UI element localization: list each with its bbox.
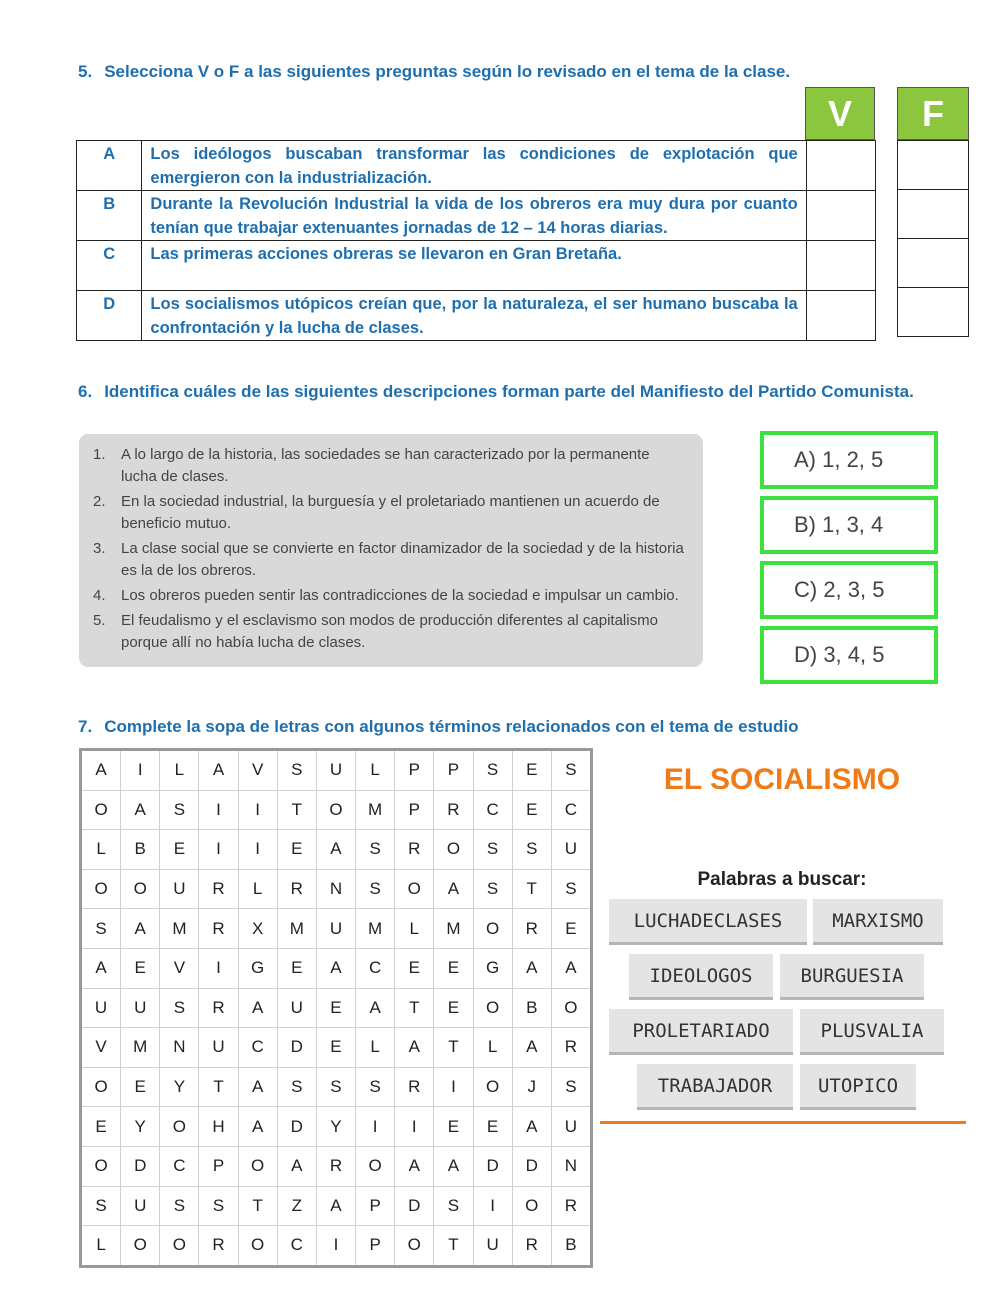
true-answer-box[interactable] xyxy=(806,191,875,241)
grid-cell[interactable]: U xyxy=(121,1186,160,1226)
grid-cell[interactable]: C xyxy=(473,790,512,830)
grid-cell[interactable]: R xyxy=(551,1186,591,1226)
divider-line xyxy=(600,1121,966,1124)
grid-cell[interactable]: C xyxy=(551,790,591,830)
grid-cell[interactable]: L xyxy=(356,750,395,791)
grid-cell[interactable]: P xyxy=(434,750,473,791)
grid-cell[interactable]: V xyxy=(81,1028,121,1068)
grid-cell[interactable]: E xyxy=(160,830,199,870)
grid-cell[interactable]: E xyxy=(277,948,316,988)
grid-cell[interactable]: L xyxy=(81,1226,121,1267)
word-chip[interactable]: BURGUESIA xyxy=(780,954,924,1000)
grid-cell[interactable]: U xyxy=(160,869,199,909)
option-a-button[interactable]: A) 1, 2, 5 xyxy=(760,431,938,489)
grid-cell[interactable]: I xyxy=(199,830,238,870)
grid-cell[interactable]: Z xyxy=(277,1186,316,1226)
grid-cell[interactable]: S xyxy=(81,909,121,949)
grid-cell[interactable]: R xyxy=(512,1226,551,1267)
grid-cell[interactable]: I xyxy=(238,790,277,830)
grid-cell[interactable]: M xyxy=(434,909,473,949)
grid-cell[interactable]: U xyxy=(121,988,160,1028)
grid-cell[interactable]: A xyxy=(512,1028,551,1068)
grid-cell[interactable]: E xyxy=(434,1107,473,1147)
grid-cell[interactable]: M xyxy=(277,909,316,949)
word-chip[interactable]: UTOPICO xyxy=(800,1064,916,1110)
grid-cell[interactable]: I xyxy=(395,1107,434,1147)
grid-cell[interactable]: R xyxy=(316,1146,355,1186)
grid-cell[interactable]: N xyxy=(551,1146,591,1186)
grid-cell[interactable]: D xyxy=(121,1146,160,1186)
grid-cell[interactable]: U xyxy=(316,750,355,791)
grid-cell[interactable]: T xyxy=(512,869,551,909)
grid-cell[interactable]: B xyxy=(551,1226,591,1267)
grid-cell[interactable]: A xyxy=(238,988,277,1028)
grid-cell[interactable]: S xyxy=(356,1067,395,1107)
grid-cell[interactable]: O xyxy=(81,869,121,909)
grid-cell[interactable]: T xyxy=(395,988,434,1028)
words-label: Palabras a buscar: xyxy=(697,869,867,890)
grid-cell[interactable]: T xyxy=(434,1226,473,1267)
item-text: La clase social que se convierte en factor dinamizador de la sociedad y de la historia es la de los obreros. xyxy=(121,540,684,579)
grid-cell[interactable]: C xyxy=(238,1028,277,1068)
list-item xyxy=(93,610,689,654)
true-answer-box[interactable] xyxy=(806,291,875,341)
grid-cell[interactable]: E xyxy=(121,1067,160,1107)
list-item xyxy=(93,585,689,607)
grid-cell[interactable]: T xyxy=(199,1067,238,1107)
grid-cell[interactable]: O xyxy=(238,1226,277,1267)
grid-cell[interactable]: O xyxy=(473,1067,512,1107)
grid-cell[interactable]: X xyxy=(238,909,277,949)
question-7-title xyxy=(78,717,799,737)
grid-cell[interactable]: A xyxy=(512,948,551,988)
grid-cell[interactable]: O xyxy=(473,988,512,1028)
grid-cell[interactable]: M xyxy=(356,909,395,949)
grid-cell[interactable]: O xyxy=(551,988,591,1028)
grid-row xyxy=(81,869,592,909)
grid-cell[interactable]: O xyxy=(81,1146,121,1186)
grid-cell[interactable]: D xyxy=(512,1146,551,1186)
grid-cell[interactable]: E xyxy=(277,830,316,870)
grid-cell[interactable]: O xyxy=(434,830,473,870)
grid-cell[interactable]: I xyxy=(199,790,238,830)
false-answer-box[interactable] xyxy=(898,239,969,288)
grid-cell[interactable]: E xyxy=(316,1028,355,1068)
grid-cell[interactable]: E xyxy=(121,948,160,988)
grid-cell[interactable]: U xyxy=(277,988,316,1028)
statements-list xyxy=(93,444,689,654)
grid-cell[interactable]: S xyxy=(81,1186,121,1226)
grid-cell[interactable]: S xyxy=(434,1186,473,1226)
item-number: 1. xyxy=(93,446,106,463)
grid-cell[interactable]: A xyxy=(434,1146,473,1186)
false-answer-box[interactable] xyxy=(898,141,969,190)
grid-cell[interactable]: A xyxy=(316,1186,355,1226)
grid-cell[interactable]: N xyxy=(160,1028,199,1068)
grid-cell[interactable]: U xyxy=(551,830,591,870)
grid-cell[interactable]: O xyxy=(81,1067,121,1107)
grid-cell[interactable]: P xyxy=(356,1186,395,1226)
grid-cell[interactable]: R xyxy=(395,830,434,870)
grid-row xyxy=(81,1186,592,1226)
grid-cell[interactable]: L xyxy=(473,1028,512,1068)
grid-cell[interactable]: S xyxy=(551,1067,591,1107)
item-number: 3. xyxy=(93,540,106,557)
question-text: Identifica cuáles de las siguientes descripciones forman parte del Manifiesto del Partido Comunista. xyxy=(104,382,914,401)
grid-cell[interactable]: L xyxy=(238,869,277,909)
option-d-button[interactable]: D) 3, 4, 5 xyxy=(760,626,938,684)
grid-cell[interactable]: R xyxy=(512,909,551,949)
grid-cell[interactable]: C xyxy=(160,1146,199,1186)
grid-cell[interactable]: V xyxy=(160,948,199,988)
grid-cell[interactable]: E xyxy=(81,1107,121,1147)
statement-text: Durante la Revolución Industrial la vida de los obreros era muy dura por cuanto tenían que trabajar extenuantes jornadas de 12 – 14 horas diarias. xyxy=(142,191,806,241)
true-answer-box[interactable] xyxy=(806,241,875,291)
grid-cell[interactable]: A xyxy=(512,1107,551,1147)
grid-cell[interactable]: R xyxy=(199,909,238,949)
grid-cell[interactable]: D xyxy=(395,1186,434,1226)
grid-cell[interactable]: T xyxy=(434,1028,473,1068)
grid-cell[interactable]: B xyxy=(512,988,551,1028)
grid-cell[interactable]: U xyxy=(551,1107,591,1147)
true-column-header: V xyxy=(805,87,875,140)
grid-cell[interactable]: O xyxy=(356,1146,395,1186)
grid-cell[interactable]: M xyxy=(121,1028,160,1068)
true-answer-box[interactable] xyxy=(806,141,875,191)
grid-cell[interactable]: D xyxy=(277,1028,316,1068)
grid-cell[interactable]: A xyxy=(356,988,395,1028)
grid-cell[interactable]: S xyxy=(512,830,551,870)
list-item xyxy=(93,538,689,582)
grid-cell[interactable]: A xyxy=(395,1028,434,1068)
grid-row xyxy=(81,909,592,949)
grid-cell[interactable]: D xyxy=(473,1146,512,1186)
grid-cell[interactable]: A xyxy=(434,869,473,909)
question-number: 6. xyxy=(78,382,93,401)
grid-cell[interactable]: O xyxy=(316,790,355,830)
grid-cell[interactable]: G xyxy=(238,948,277,988)
grid-cell[interactable]: A xyxy=(81,750,121,791)
word-chip[interactable]: LUCHADECLASES xyxy=(609,899,807,945)
true-false-table xyxy=(76,140,876,341)
grid-cell[interactable]: U xyxy=(81,988,121,1028)
grid-cell[interactable]: I xyxy=(238,830,277,870)
grid-cell[interactable]: A xyxy=(551,948,591,988)
statements-panel xyxy=(79,434,703,667)
grid-cell[interactable]: U xyxy=(199,1028,238,1068)
row-letter: C xyxy=(77,241,142,291)
false-answer-box[interactable] xyxy=(898,288,969,337)
grid-cell[interactable]: A xyxy=(121,790,160,830)
grid-row xyxy=(81,1067,592,1107)
option-b-button[interactable]: B) 1, 3, 4 xyxy=(760,496,938,554)
grid-cell[interactable]: M xyxy=(356,790,395,830)
grid-cell[interactable]: P xyxy=(356,1226,395,1267)
grid-cell[interactable]: A xyxy=(316,830,355,870)
grid-row xyxy=(81,988,592,1028)
false-column-header: F xyxy=(897,87,969,140)
grid-cell[interactable]: R xyxy=(277,869,316,909)
grid-cell[interactable]: S xyxy=(551,750,591,791)
grid-row xyxy=(81,750,592,791)
grid-cell[interactable]: I xyxy=(434,1067,473,1107)
grid-cell[interactable]: Y xyxy=(121,1107,160,1147)
grid-cell[interactable]: R xyxy=(199,988,238,1028)
grid-cell[interactable]: E xyxy=(473,1107,512,1147)
grid-cell[interactable]: S xyxy=(199,1186,238,1226)
grid-cell[interactable]: E xyxy=(551,909,591,949)
grid-cell[interactable]: L xyxy=(356,1028,395,1068)
grid-cell[interactable]: E xyxy=(316,988,355,1028)
grid-cell[interactable]: S xyxy=(356,830,395,870)
grid-row xyxy=(81,948,592,988)
item-number: 5. xyxy=(93,612,106,629)
word-chip[interactable]: TRABAJADOR xyxy=(637,1064,793,1110)
grid-cell[interactable]: R xyxy=(434,790,473,830)
word-chip[interactable]: MARXISMO xyxy=(813,899,943,945)
grid-cell[interactable]: O xyxy=(121,1226,160,1267)
grid-cell[interactable]: S xyxy=(277,750,316,791)
grid-cell[interactable]: S xyxy=(473,750,512,791)
grid-cell[interactable]: Y xyxy=(160,1067,199,1107)
row-letter: D xyxy=(77,291,142,341)
item-number: 4. xyxy=(93,587,106,604)
grid-cell[interactable]: A xyxy=(199,750,238,791)
grid-cell[interactable]: P xyxy=(395,750,434,791)
grid-cell[interactable]: A xyxy=(395,1146,434,1186)
item-text: El feudalismo y el esclavismo son modos de producción diferentes al capitalismo porque allí no había lucha de clases. xyxy=(121,612,658,651)
table-row xyxy=(77,191,876,241)
grid-cell[interactable]: S xyxy=(160,1186,199,1226)
list-item xyxy=(93,444,689,488)
grid-cell[interactable]: S xyxy=(473,869,512,909)
grid-cell[interactable]: A xyxy=(238,1067,277,1107)
question-text: Selecciona V o F a las siguientes preguntas según lo revisado en el tema de la clase. xyxy=(104,62,791,81)
grid-row xyxy=(81,830,592,870)
statement-text: Las primeras acciones obreras se llevaron en Gran Bretaña. xyxy=(142,241,806,291)
item-text: Los obreros pueden sentir las contradicciones de la sociedad e impulsar un cambio. xyxy=(121,587,679,604)
grid-cell[interactable]: I xyxy=(199,948,238,988)
grid-cell[interactable]: G xyxy=(473,948,512,988)
false-answer-box[interactable] xyxy=(898,190,969,239)
grid-cell[interactable]: U xyxy=(316,909,355,949)
grid-cell[interactable]: P xyxy=(199,1146,238,1186)
grid-cell[interactable]: L xyxy=(81,830,121,870)
grid-cell[interactable]: A xyxy=(121,909,160,949)
grid-cell[interactable]: O xyxy=(238,1146,277,1186)
grid-row xyxy=(81,1226,592,1267)
grid-cell[interactable]: S xyxy=(160,790,199,830)
grid-cell[interactable]: S xyxy=(160,988,199,1028)
word-chip[interactable]: PROLETARIADO xyxy=(609,1009,793,1055)
statement-text: Los socialismos utópicos creían que, por la naturaleza, el ser humano buscaba la confrontación y la lucha de clases. xyxy=(142,291,806,341)
grid-cell[interactable]: D xyxy=(277,1107,316,1147)
grid-cell[interactable]: P xyxy=(395,790,434,830)
grid-cell[interactable]: Y xyxy=(316,1107,355,1147)
table-row xyxy=(77,241,876,291)
grid-cell[interactable]: R xyxy=(551,1028,591,1068)
row-letter: A xyxy=(77,141,142,191)
puzzle-title: EL SOCIALISMO xyxy=(663,763,901,796)
grid-row xyxy=(81,1107,592,1147)
grid-cell[interactable]: L xyxy=(160,750,199,791)
grid-cell[interactable]: B xyxy=(121,830,160,870)
grid-cell[interactable]: R xyxy=(395,1067,434,1107)
grid-cell[interactable]: A xyxy=(316,948,355,988)
grid-cell[interactable]: V xyxy=(238,750,277,791)
grid-cell[interactable]: S xyxy=(277,1067,316,1107)
grid-cell[interactable]: A xyxy=(277,1146,316,1186)
grid-cell[interactable]: I xyxy=(356,1107,395,1147)
grid-cell[interactable]: R xyxy=(199,869,238,909)
option-c-button[interactable]: C) 2, 3, 5 xyxy=(760,561,938,619)
grid-cell[interactable]: O xyxy=(160,1226,199,1267)
statement-text: Los ideólogos buscaban transformar las condiciones de explotación que emergieron con la industrialización. xyxy=(142,141,806,191)
grid-cell[interactable]: E xyxy=(434,948,473,988)
word-chip[interactable]: IDEOLOGOS xyxy=(629,954,773,1000)
grid-cell[interactable]: I xyxy=(316,1226,355,1267)
question-number: 7. xyxy=(78,717,93,736)
grid-cell[interactable]: S xyxy=(316,1067,355,1107)
grid-cell[interactable]: I xyxy=(473,1186,512,1226)
grid-cell[interactable]: T xyxy=(238,1186,277,1226)
question-6-title xyxy=(78,382,914,402)
grid-cell[interactable]: E xyxy=(512,750,551,791)
grid-cell[interactable]: H xyxy=(199,1107,238,1147)
grid-cell[interactable]: L xyxy=(395,909,434,949)
grid-cell[interactable]: A xyxy=(81,948,121,988)
grid-cell[interactable]: O xyxy=(473,909,512,949)
table-row xyxy=(77,141,876,191)
grid-cell[interactable]: O xyxy=(121,869,160,909)
list-item xyxy=(93,491,689,535)
grid-row xyxy=(81,790,592,830)
grid-cell[interactable]: E xyxy=(395,948,434,988)
question-text: Complete la sopa de letras con algunos términos relacionados con el tema de estudio xyxy=(104,717,799,736)
question-5-title xyxy=(78,62,790,82)
grid-row xyxy=(81,1028,592,1068)
grid-cell[interactable]: S xyxy=(356,869,395,909)
item-text: A lo largo de la historia, las sociedades se han caracterizado por la permanente lucha de clases. xyxy=(121,446,650,485)
grid-cell[interactable]: A xyxy=(238,1107,277,1147)
grid-cell[interactable]: O xyxy=(395,1226,434,1267)
grid-cell[interactable]: J xyxy=(512,1067,551,1107)
grid-cell[interactable]: M xyxy=(160,909,199,949)
grid-cell[interactable]: U xyxy=(473,1226,512,1267)
word-chip[interactable]: PLUSVALIA xyxy=(800,1009,944,1055)
grid-row xyxy=(81,1146,592,1186)
false-answer-column xyxy=(897,140,969,337)
grid-cell[interactable]: I xyxy=(121,750,160,791)
grid-cell[interactable]: O xyxy=(160,1107,199,1147)
grid-cell[interactable]: R xyxy=(199,1226,238,1267)
grid-cell[interactable]: T xyxy=(277,790,316,830)
table-row xyxy=(77,291,876,341)
grid-cell[interactable]: N xyxy=(316,869,355,909)
item-number: 2. xyxy=(93,493,106,510)
grid-cell[interactable]: C xyxy=(356,948,395,988)
grid-cell[interactable]: S xyxy=(551,869,591,909)
grid-cell[interactable]: E xyxy=(434,988,473,1028)
word-search-grid xyxy=(79,748,593,1268)
row-letter: B xyxy=(77,191,142,241)
grid-cell[interactable]: E xyxy=(512,790,551,830)
question-number: 5. xyxy=(78,62,93,81)
grid-cell[interactable]: O xyxy=(395,869,434,909)
grid-cell[interactable]: O xyxy=(81,790,121,830)
grid-cell[interactable]: S xyxy=(473,830,512,870)
grid-cell[interactable]: O xyxy=(512,1186,551,1226)
grid-cell[interactable]: C xyxy=(277,1226,316,1267)
item-text: En la sociedad industrial, la burguesía y el proletariado mantienen un acuerdo de beneficio mutuo. xyxy=(121,493,660,532)
